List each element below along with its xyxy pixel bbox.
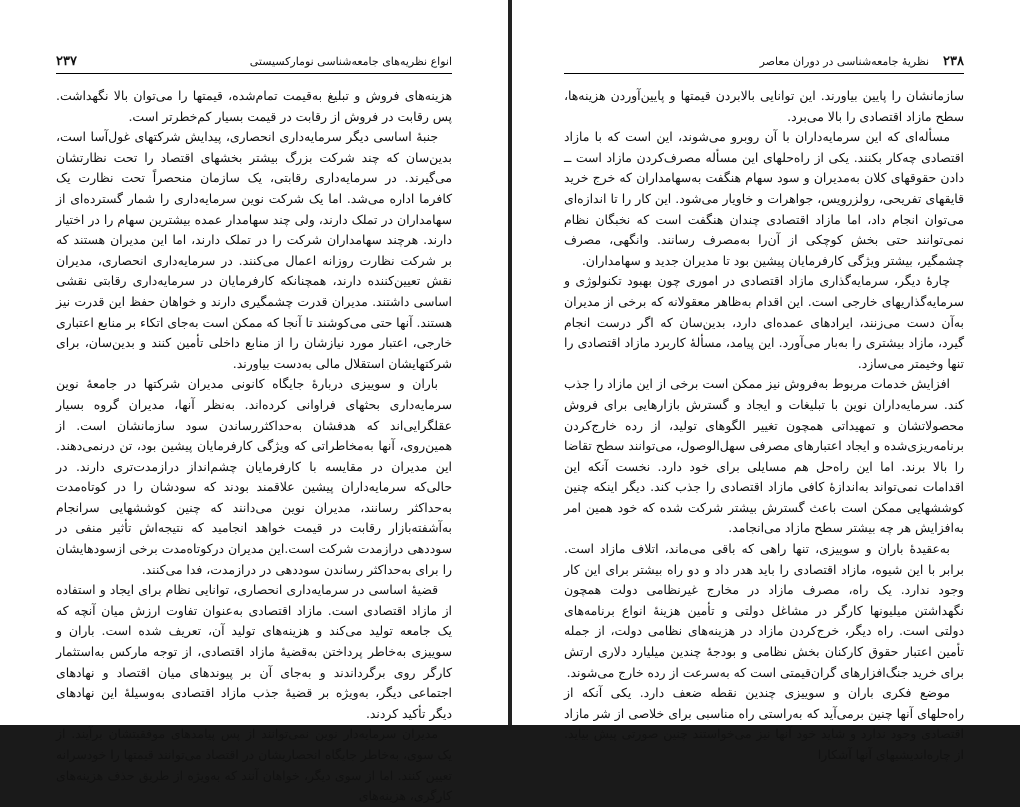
left-header-rule xyxy=(56,73,452,74)
left-paragraph: مدیران سرمایه‌دار نوین نمی‌توانند از پس پیامدهای موفقیتشان برآیند. از یک سوی، به‌خاطر جایگاه انحصاریشان در اقتصاد می‌توانند قیمتها را خودسرانه تعیین کنند. اما از سوی دیگر، خواهان آنند که به‌ویژه از طریق حذف هزینه‌های کارگری، هزینه‌های xyxy=(56,726,452,804)
left-paragraph: هزینه‌های فروش و تبلیغ به‌قیمت تمام‌شده، قیمتها را می‌توان بالا نگهداشت. پس رقابت در فروش از رقابت در قیمت بسیار کم‌خطرتر است. xyxy=(56,88,452,124)
right-paragraph: سازمانشان را پایین بیاورند. این توانایی بالابردن قیمتها و پایین‌آوردن هزینه‌ها، سطح مازاد اقتصادی را بالا می‌برد. xyxy=(564,88,964,124)
right-paragraph: به‌عقیدهٔ باران و سوییزی، تنها راهی که باقی می‌ماند، اتلاف مازاد است. برابر با این شیوه، مازاد اقتصادی را باید هدر داد و دو راه بیشتر برای این کار وجود ندارد. یک راه، مصرف مازاد در مخارج غیرنظامی دولت همچون نگهداشتن میلیونها کارگر در مشاغل دولتی و تأمین هزینهٔ انواع برنامه‌های دولتی است. راه دیگر، خرج‌کردن مازاد در هزینه‌های نظامی دولت، از جمله تأمین اعتبار حقوق کارکنان بخش نظامی و بودجهٔ چندین میلیارد دلاری ارتش برای خرید جنگ‌افزارهای گران‌قیمتی است که به‌سرعت از رده خارج می‌شوند. xyxy=(564,541,964,680)
right-page-number: ۲۳۸ xyxy=(943,54,964,69)
right-paragraph: افزایش خدمات مربوط به‌فروش نیز ممکن است برخی از این مازاد را جذب کند. سرمایه‌داران نوین با تبلیغات و ایجاد و گسترش بازارهایی برای فروش محصولاتشان و تمهیداتی همچون تغییر الگوهای تولید، از رده خارج‌کردن برنامه‌ریزی‌شده و ایجاد اعتبارهای مصرفی سهل‌الوصول، می‌توانند سطح تقاضا را بالا برند. اما این راه‌حل هم مسایلی برای خود دارد. نخست آنکه این اقدامات نمی‌تواند به‌اندازهٔ کافی مازاد اقتصادی را جذب کند. دیگر اینکه چنین کوششهایی ممکن است باعث گسترش بیشتر شرکت شده که خود همین امر به‌افزایش هر چه بیشتر سطح مازاد می‌انجامد. xyxy=(564,376,964,536)
right-page-body xyxy=(564,86,964,762)
right-paragraph: مسأله‌ای که این سرمایه‌داران با آن روبرو می‌شوند، این است که با مازاد اقتصادی چه‌کار بکنند. یکی از راه‌حلهای این مسأله مصرف‌کردن مازاد است ــ دادن حقوقهای کلان به‌مدیران و سود سهام هنگفت به‌سهامداران که خرج خرید قایقهای تفریحی، رولزرویس، جواهرات و خاویار می‌شود. این کار را تا اندازه‌ای می‌توان انجام داد، اما مازاد اقتصادی چندان هنگفت است که نخبگان نظام نمی‌توانند حتی بخش کوچکی از آن‌را به‌مصرف رسانند. وانگهی، مصرف چشمگیر، بیشتر ویژگی کارفرمایان پیشین بود تا مدیران جدید و سهامداران. xyxy=(564,129,964,268)
right-page xyxy=(512,0,1020,762)
left-paragraph: قضیهٔ اساسی در سرمایه‌داری انحصاری، توانایی نظام برای ایجاد و استفاده از مازاد اقتصادی است. مازاد اقتصادی به‌عنوان تفاوت ارزش میان آنچه که یک جامعه تولید می‌کند و هزینه‌های تولید آن، تعریف شده است. باران و سوییزی به‌خاطر پرداختن به‌قضیهٔ مازاد اقتصادی، از توجه مارکس به‌استثمار کارگر روی برگرداندند و به‌جای آن بر پیوندهای میان اقتصاد و نهادهای اجتماعی دیگر، به‌ویژه بر قضیهٔ جذب مازاد اقتصادی به‌وسیلهٔ این نهادهای دیگر تأکید کردند. xyxy=(56,582,452,721)
right-paragraph: چارهٔ دیگر، سرمایه‌گذاری مازاد اقتصادی در اموری چون بهبود تکنولوژی و سرمایه‌گذاریهای خارجی است. این اقدام به‌ظاهر معقولانه که برخی از مدیران به‌آن دست می‌زنند، ایرادهای عمده‌ای دارد، بدین‌سان که اگر درست انجام گیرد، مازاد بیشتری را به‌بار می‌آورد. این پیامد، مسألهٔ کاربرد مازاد اقتصادی را تنها وخیمتر می‌سازد. xyxy=(564,273,964,371)
left-page-number: ۲۳۷ xyxy=(56,54,77,69)
left-page-body xyxy=(55,86,452,804)
right-running-title: نظریهٔ جامعه‌شناسی در دوران معاصر xyxy=(759,55,930,68)
right-paragraph: موضع فکری باران و سوییزی چندین نقطه ضعف دارد. یکی آنکه از راه‌حلهای آنها چنین برمی‌آید که به‌راستی راه مناسبی برای خلاصی از شر مازاد اقتصادی وجود ندارد و شاید خود آنها نیز می‌خواستند چنین صورتی پیش بیاید. از چاره‌اندیشیهای آنها آشکارا xyxy=(564,685,964,762)
right-page-header xyxy=(564,54,964,70)
left-page xyxy=(0,0,508,804)
right-page-number-and-title xyxy=(760,54,964,70)
left-running-title: انواع نظریه‌های جامعه‌شناسی نومارکسیستی xyxy=(249,55,452,68)
left-paragraph: جنبهٔ اساسی دیگر سرمایه‌داری انحصاری، پیدایش شرکتهای غول‌آسا است، بدین‌سان که چند شرکت بزرگ بیشتر بخشهای اقتصاد را تحت نظارتشان می‌گیرند. در سرمایه‌داری رقابتی، یک سازمان منحصراً تحت نظارت یک کافرما اداره می‌شد. اما یک شرکت نوین سرمایه‌داری را شمار گسترده‌ای از سهامداران در تملک دارند، ولی چند سهامدار عمده بیشترین سهام را در اختیار دارند. هرچند سهامداران شرکت را در تملک دارند، اما این مدیران هستند که بر شرکت نظارت روزانه اعمال می‌کنند. در سرمایه‌داری انحصاری، مدیران نقش تعیین‌کننده دارند، همچنانکه کارفرمایان در سرمایه‌داری رقابتی نقشی اساسی داشتند. مدیران قدرت چشمگیری دارند و خواهان حفظ این قدرت نیز هستند. آنها حتی می‌کوشند تا آنجا که ممکن است به‌جای اتکاء بر منابع اعتباری خارجی، اعتبار مورد نیازشان را از منابع داخلی تأمین کنند و بدین‌سان، برای شرکتهایشان استقلال مالی به‌دست بیاورند. xyxy=(55,129,452,371)
left-page-header xyxy=(56,54,452,70)
right-header-rule xyxy=(564,73,964,74)
left-paragraph: باران و سوییزی دربارهٔ جایگاه کانونی مدیران شرکتها در جامعهٔ نوین سرمایه‌داری بحثهای فراوانی کرده‌اند. به‌نظر آنها، مدیران گروه بسیار عقلگرایی‌اند که هدفشان به‌حداکثررساندن سود سازمانشان است. از همین‌روی، آنها به‌مخاطراتی که ویژگی کارفرمایان پیشین بود، تن درنمی‌دهند. این مدیران در مقایسه با کارفرمایان چشم‌انداز درازمدت‌تری دارند. در حالی‌که سرمایه‌داران پیشین علاقمند بودند که سودشان را در کوتاه‌مدت به‌حداکثر رسانند، مدیران نوین می‌دانند که چنین کوششهایی سرانجام به‌آشفته‌بازار رقابت در قیمت خواهد انجامید که نتیجه‌اش تأثیر منفی در سوددهی درازمدت شرکت است.این مدیران درکوتاه‌مدت برخی ازسودهایشان را برای به‌حداکثر رساندن سوددهی در درازمدت، فدا می‌کنند. xyxy=(56,376,452,577)
